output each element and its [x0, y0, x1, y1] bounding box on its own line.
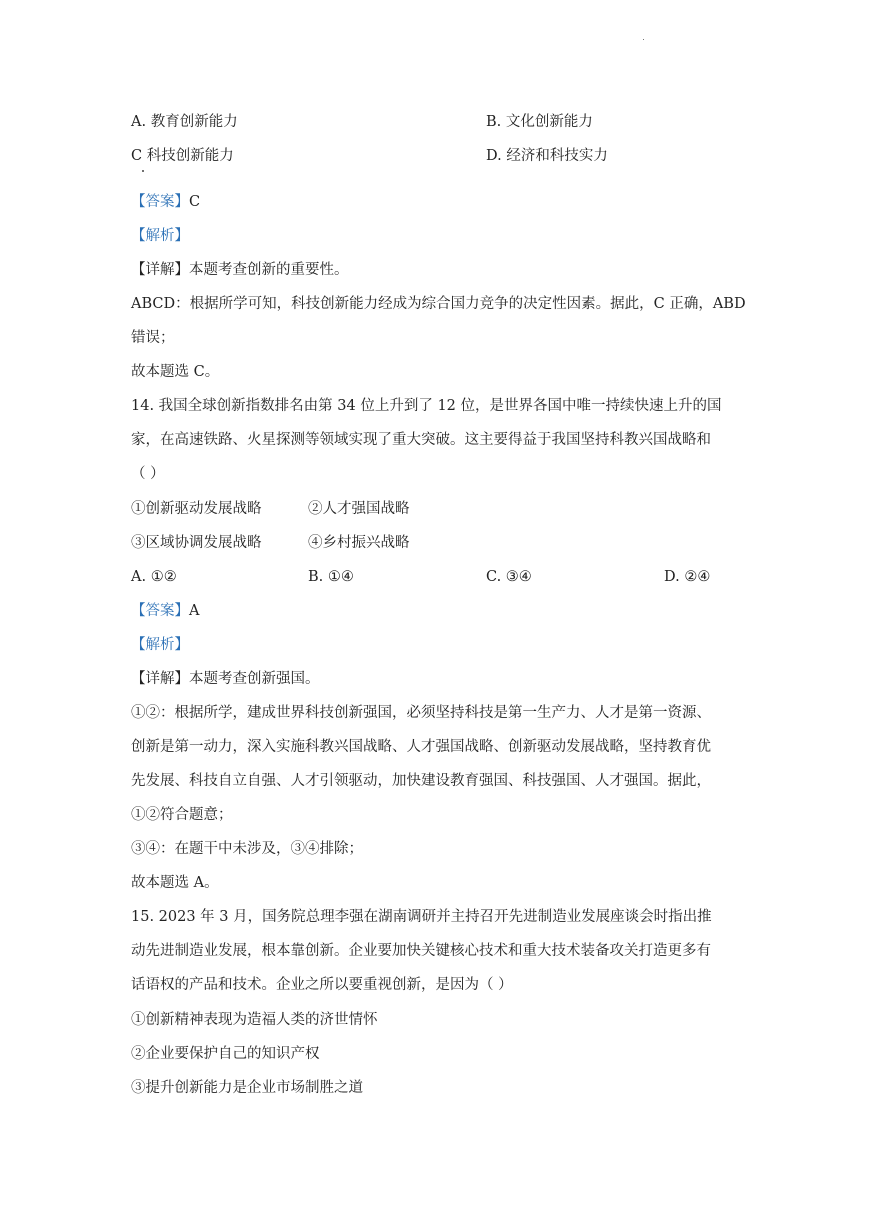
- q15-stem-line: 动先进制造业发展，根本靠创新。企业要加快关键核心技术和重大技术装备攻关打造更多有: [131, 943, 711, 959]
- q13-option-c: C 科技创新能力: [131, 148, 234, 164]
- q13-option-b: B. 文化创新能力: [486, 114, 593, 130]
- q15-stem-line: 话语权的产品和技术。企业之所以要重视创新，是因为（ ）: [131, 977, 513, 993]
- q13-conclusion: 故本题选 C。: [131, 364, 220, 380]
- decorative-dot: [142, 170, 144, 172]
- q14-item: ②人才强国战略: [308, 501, 410, 517]
- q14-item: ①创新驱动发展战略: [131, 501, 262, 517]
- answer-tag: 【答案】: [131, 194, 189, 210]
- q14-analysis-tag: 【解析】: [131, 637, 189, 653]
- q14-option-a: A. ①②: [131, 569, 177, 585]
- q14-item: ③区域协调发展战略: [131, 535, 262, 551]
- q13-explain-line: ABCD：根据所学可知，科技创新能力经成为综合国力竞争的决定性因素。据此，C 正确，ABD: [131, 296, 746, 312]
- q13-option-d: D. 经济和科技实力: [486, 148, 608, 164]
- detail-tag: 【详解】: [131, 262, 189, 278]
- q14-explain-line: ①②：根据所学，建成世界科技创新强国，必须坚持科技是第一生产力、人才是第一资源、: [131, 705, 711, 721]
- answer-tag: 【答案】: [131, 603, 189, 619]
- q14-explain-line: 先发展、科技自立自强、人才引领驱动，加快建设教育强国、科技强国、人才强国。据此，: [131, 773, 711, 789]
- q13-detail: [131, 260, 349, 280]
- q14-answer: [131, 601, 199, 621]
- q15-stem-line: 15. 2023 年 3 月，国务院总理李强在湖南调研并主持召开先进制造业发展座谈会时指出推: [131, 909, 712, 925]
- q14-option-c: C. ③④: [486, 569, 532, 585]
- answer-value: C: [189, 194, 201, 210]
- detail-text: 本题考查创新强国。: [189, 671, 320, 687]
- q14-conclusion: 故本题选 A。: [131, 875, 219, 891]
- q14-option-d: D. ②④: [664, 569, 711, 585]
- q15-item: ③提升创新能力是企业市场制胜之道: [131, 1080, 363, 1096]
- q14-detail: [131, 669, 320, 689]
- detail-tag: 【详解】: [131, 671, 189, 687]
- q14-option-b: B. ①④: [308, 569, 354, 585]
- q13-option-a: A. 教育创新能力: [131, 114, 238, 130]
- q13-analysis-tag: 【解析】: [131, 228, 189, 244]
- q14-stem-line: 14. 我国全球创新指数排名由第 34 位上升到了 12 位，是世界各国中唯一持续快速上升的国: [131, 398, 722, 414]
- decorative-dot: [643, 39, 644, 40]
- q14-item: ④乡村振兴战略: [308, 535, 410, 551]
- q14-stem-line: 家，在高速铁路、火星探测等领域实现了重大突破。这主要得益于我国坚持科教兴国战略和: [131, 432, 711, 448]
- q13-explain-line: 错误；: [131, 330, 175, 346]
- q14-explain-line: ①②符合题意；: [131, 807, 233, 823]
- q14-explain-line: 创新是第一动力，深入实施科教兴国战略、人才强国战略、创新驱动发展战略，坚持教育优: [131, 739, 711, 755]
- q15-item: ①创新精神表现为造福人类的济世情怀: [131, 1012, 378, 1028]
- answer-value: A: [189, 603, 200, 619]
- detail-text: 本题考查创新的重要性。: [189, 262, 349, 278]
- q14-stem-line: （ ）: [131, 466, 165, 482]
- q15-item: ②企业要保护自己的知识产权: [131, 1046, 320, 1062]
- q13-answer: [131, 192, 200, 212]
- q14-explain-line: ③④：在题干中未涉及，③④排除；: [131, 841, 363, 857]
